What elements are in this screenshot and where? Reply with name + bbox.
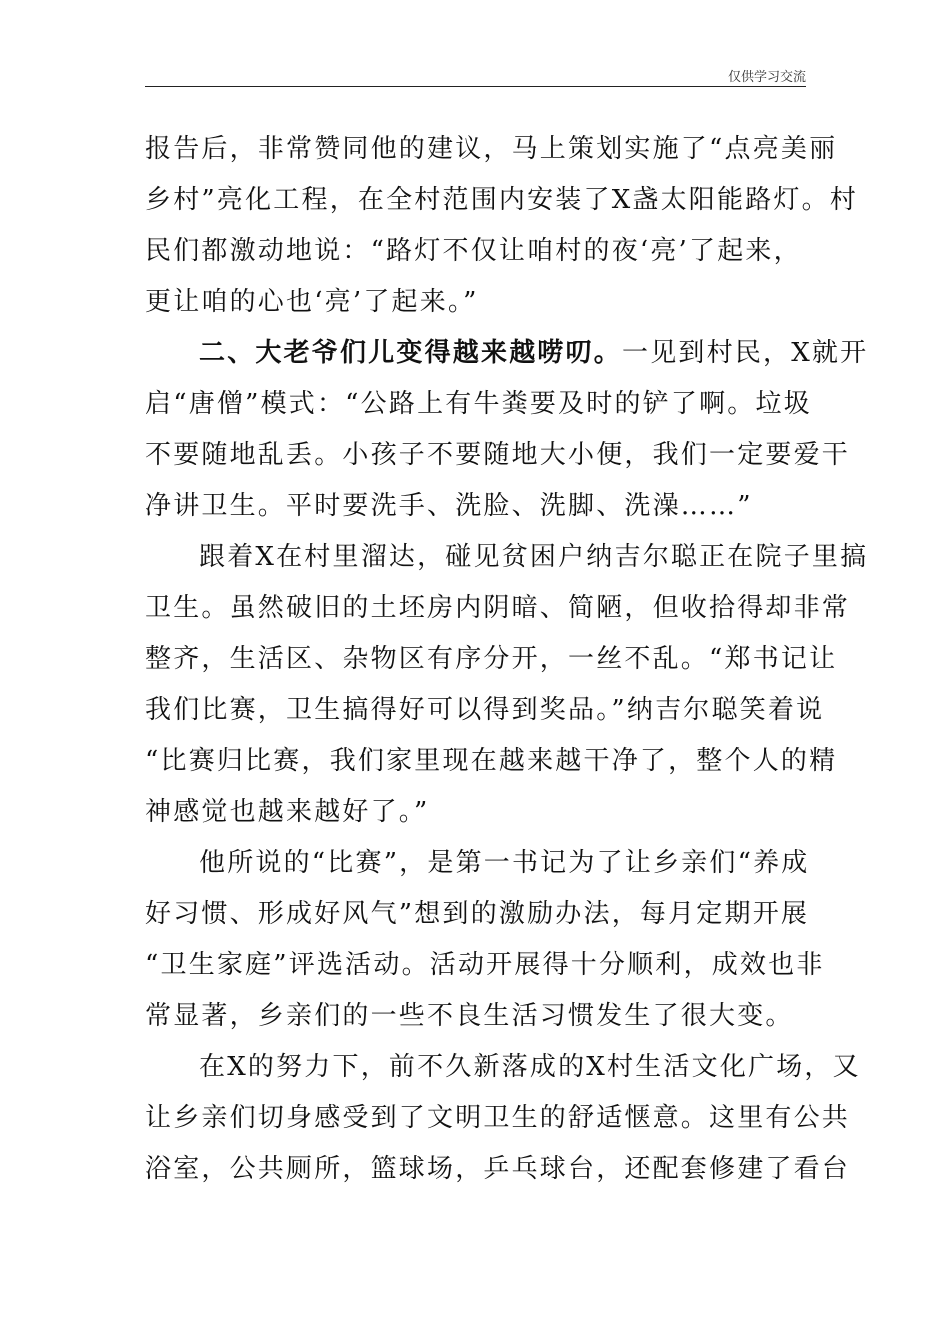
text-line: “比赛归比赛，我们家里现在越来越干净了，整个人的精 xyxy=(145,746,838,776)
text-line: 净讲卫生。平时要洗手、洗脸、洗脚、洗澡……” xyxy=(145,491,753,521)
text-line: 更让咱的心也‘亮’了起来。” xyxy=(145,287,479,317)
text-line: 不要随地乱丢。小孩子不要随地大小便，我们一定要爱干 xyxy=(145,440,851,470)
text-line: 报告后，非常赞同他的建议，马上策划实施了“点亮美丽 xyxy=(145,134,838,164)
section-heading: 二、大老爷们儿变得越来越唠叨。 xyxy=(199,338,623,368)
text-line: 常显著，乡亲们的一些不良生活习惯发生了很大变。 xyxy=(145,1001,794,1031)
text-line: 乡村”亮化工程，在全村范围内安装了X盏太阳能路灯。村 xyxy=(145,185,859,215)
page-header xyxy=(145,62,806,87)
text-line: 浴室，公共厕所，篮球场，乒乓球台，还配套修建了看台 xyxy=(145,1154,851,1184)
text-line: 神感觉也越来越好了。” xyxy=(145,797,430,827)
header-note: 仅供学习交流 xyxy=(727,70,806,85)
text-line: 我们比赛，卫生搞得好可以得到奖品。”纳吉尔聪笑着说 xyxy=(145,695,825,725)
text-run: 一见到村民，X就开 xyxy=(622,338,869,368)
text-line: 好习惯、形成好风气”想到的激励办法，每月定期开展 xyxy=(145,899,810,929)
text-line: 启“唐僧”模式：“公路上有牛粪要及时的铲了啊。垃圾 xyxy=(145,389,812,419)
text-line: 在X的努力下，前不久新落成的X村生活文化广场，又 xyxy=(199,1052,861,1082)
text-line: 跟着X在村里溜达，碰见贫困户纳吉尔聪正在院子里搞 xyxy=(199,542,869,572)
text-line: 卫生。虽然破旧的土坯房内阴暗、简陋，但收拾得却非常 xyxy=(145,593,851,623)
section-heading-line xyxy=(145,328,869,379)
text-line: 他所说的“比赛”，是第一书记为了让乡亲们“养成 xyxy=(199,848,810,878)
text-line: 让乡亲们切身感受到了文明卫生的舒适惬意。这里有公共 xyxy=(145,1103,851,1133)
text-line: 整齐，生活区、杂物区有序分开，一丝不乱。“郑书记让 xyxy=(145,644,838,674)
document-body xyxy=(145,124,869,1195)
text-line: 民们都激动地说：“路灯不仅让咱村的夜‘亮’了起来， xyxy=(145,236,802,266)
text-line: “卫生家庭”评选活动。活动开展得十分顺利，成效也非 xyxy=(145,950,825,980)
